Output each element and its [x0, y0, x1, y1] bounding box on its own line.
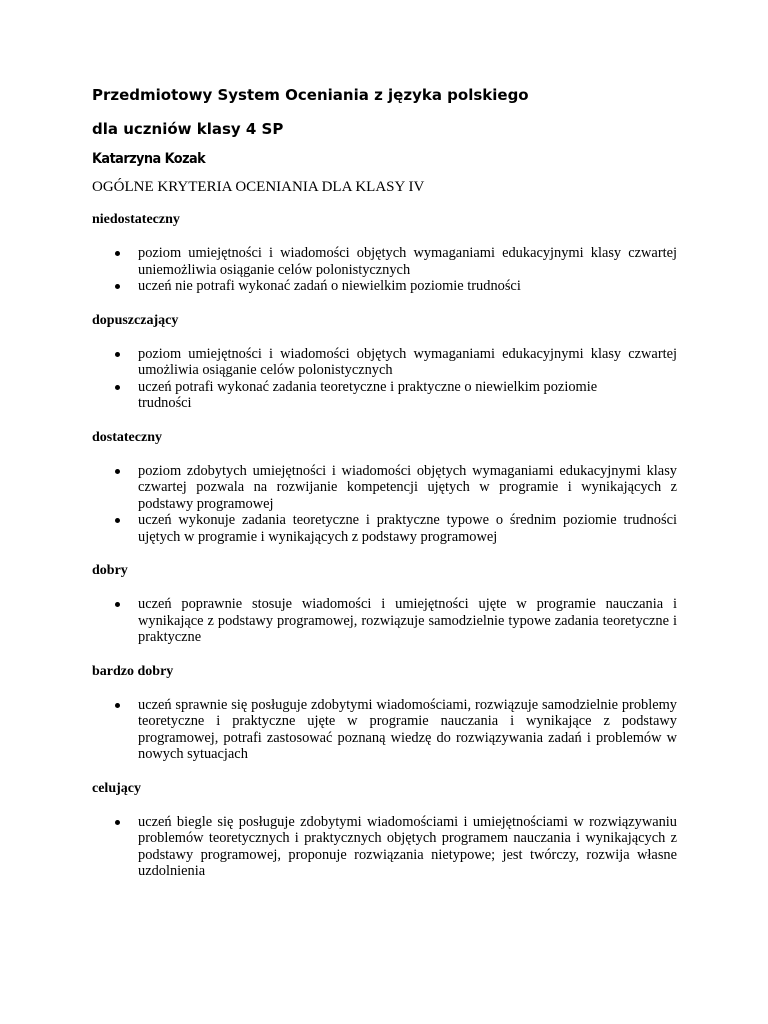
criteria-list [92, 245, 677, 295]
list-item: uczeń nie potrafi wykonać zadań o niewielkim poziomie trudności [138, 278, 677, 295]
list-item: uczeń sprawnie się posługuje zdobytymi wiadomościami, rozwiązuje samodzielnie problemy teoretyczne i praktyczne ujęte w programie nauczania i wynikające z podstawy programowej, potrafi zastosować poznaną wiedzę do rozwiązywania zadań i problemów w nowych sytuacjach [138, 696, 677, 762]
list-item: poziom umiejętności i wiadomości objętych wymaganiami edukacyjnymi klasy czwartej uniemożliwia osiąganie celów polonistycznych [138, 245, 677, 278]
criteria-list [92, 463, 677, 546]
author-name: Katarzyna Kozak [92, 151, 206, 167]
grade-heading: celujący [92, 780, 141, 796]
document-title: Przedmiotowy System Oceniania z języka polskiego [92, 86, 529, 104]
list-item: poziom zdobytych umiejętności i wiadomości objętych wymaganiami edukacyjnymi klasy czwartej pozwala na rozwijanie kompetencji ujętych w programie i wynikających z podstawy programowej [138, 462, 677, 512]
list-item: uczeń wykonuje zadania teoretyczne i praktyczne typowe o średnim poziomie trudności ujętych w programie i wynikających z podstawy programowej [138, 512, 677, 545]
grade-section-dobry [92, 562, 677, 646]
grade-heading: dopuszczający [92, 312, 179, 328]
grade-heading: bardzo dobry [92, 663, 174, 679]
criteria-list [92, 697, 677, 763]
list-item: uczeń potrafi wykonać zadania teoretyczne i praktyczne o niewielkim poziomie trudności [138, 379, 677, 412]
list-item: poziom umiejętności i wiadomości objętych wymaganiami edukacyjnymi klasy czwartej umożliwia osiąganie celów polonistycznych [138, 345, 677, 378]
document-page [92, 85, 677, 897]
criteria-list [92, 346, 677, 412]
list-item: uczeń poprawnie stosuje wiadomości i umiejętności ujęte w programie nauczania i wynikające z podstawy programowej, rozwiązuje samodzielnie typowe zadania teoretyczne i praktyczne [138, 596, 677, 645]
criteria-list [92, 814, 677, 880]
grade-section-dopuszczajacy [92, 312, 677, 412]
grade-section-niedostateczny [92, 211, 677, 295]
grade-section-bardzo-dobry [92, 663, 677, 763]
criteria-list [92, 596, 677, 646]
document-subtitle: dla uczniów klasy 4 SP [92, 120, 284, 138]
grade-section-celujacy [92, 780, 677, 880]
grade-heading: dobry [92, 563, 128, 578]
grade-heading: niedostateczny [92, 212, 180, 227]
grade-heading: dostateczny [92, 429, 162, 445]
criteria-heading: OGÓLNE KRYTERIA OCENIANIA DLA KLASY IV [92, 179, 425, 195]
grade-section-dostateczny [92, 429, 677, 546]
list-item: uczeń biegle się posługuje zdobytymi wiadomościami i umiejętnościami w rozwiązywaniu problemów teoretycznych i praktycznych objętych programem nauczania i wynikających z podstawy programowej, proponuje rozwiązania nietypowe; jest twórczy, rozwija własne uzdolnienia [138, 813, 677, 879]
